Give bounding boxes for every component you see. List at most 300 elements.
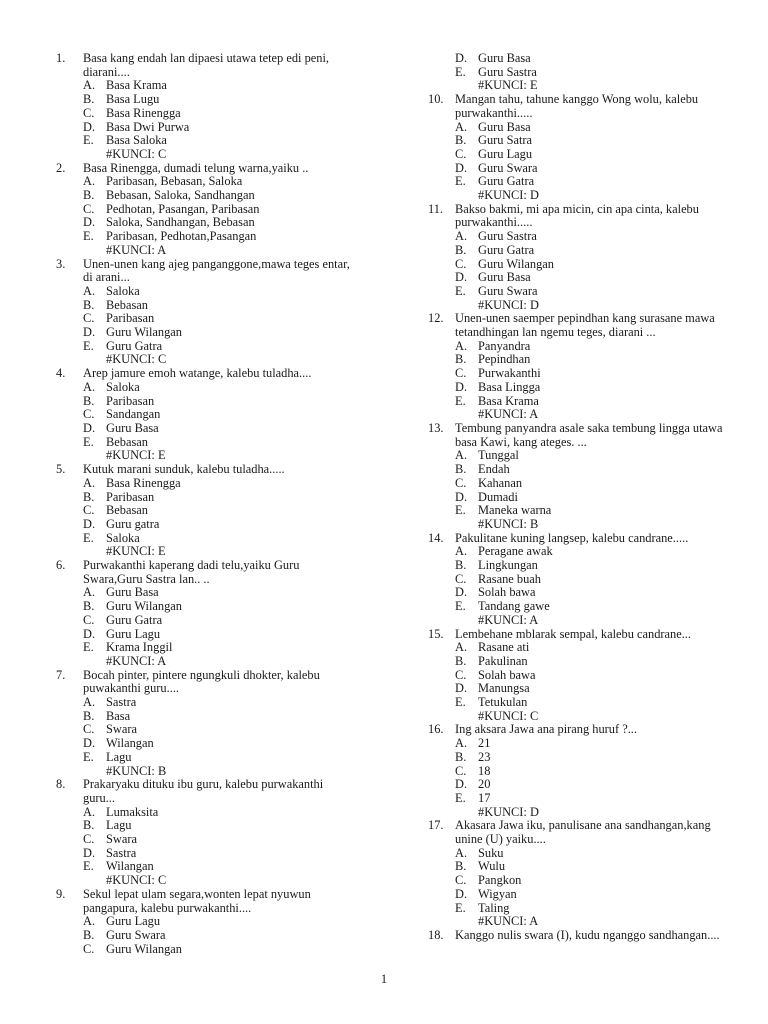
left-column: [56, 52, 356, 956]
answer-option: [428, 586, 738, 600]
answer-option: [56, 915, 356, 929]
answer-key: #KUNCI: E: [106, 544, 166, 559]
option-letter: B.: [455, 859, 467, 874]
option-letter: A.: [455, 845, 468, 860]
answer-option: [56, 819, 356, 833]
question-number: 18.: [428, 928, 444, 942]
option-letter: A.: [455, 448, 468, 463]
option-letter: A.: [83, 804, 96, 819]
option-text: Basa Lingga: [478, 379, 541, 394]
answer-option: [428, 175, 738, 189]
answer-option: [56, 326, 356, 340]
answer-option: [56, 586, 356, 600]
option-letter: A.: [455, 229, 468, 244]
option-text: Guru Wilangan: [106, 325, 183, 340]
option-text: Saloka: [106, 283, 140, 298]
answer-option: [428, 573, 738, 587]
question: [428, 628, 738, 642]
answer-option: [428, 353, 738, 367]
answer-option: [56, 929, 356, 943]
option-text: Dumadi: [478, 489, 518, 504]
option-letter: A.: [455, 736, 468, 751]
option-text: Tandang gawe: [478, 599, 550, 614]
option-letter: C.: [455, 366, 467, 381]
answer-option: [428, 162, 738, 176]
option-letter: C.: [83, 503, 95, 518]
answer-option: [428, 66, 738, 80]
option-text: Purwakanthi: [478, 366, 541, 381]
option-letter: B.: [455, 653, 467, 668]
answer-option: [56, 710, 356, 724]
answer-option: [428, 860, 738, 874]
option-text: Sandangan: [106, 407, 161, 422]
option-letter: B.: [83, 818, 95, 833]
option-text: Guru gatra: [106, 516, 160, 531]
option-letter: E.: [83, 229, 94, 244]
option-letter: E.: [83, 859, 94, 874]
option-text: Peragane awak: [478, 544, 553, 559]
option-letter: A.: [455, 119, 468, 134]
option-letter: E.: [455, 64, 466, 79]
option-letter: C.: [455, 146, 467, 161]
option-text: Krama Inggil: [106, 640, 173, 655]
option-letter: E.: [83, 133, 94, 148]
option-text: Paribasan: [106, 311, 155, 326]
question: [428, 312, 738, 339]
question-text: Unen-unen saemper pepindhan kang surasane mawa tetandhingan lan ngemu teges, diarani ...: [455, 311, 715, 340]
question-text: Lembehane mblarak sempal, kalebu candrane...: [455, 626, 692, 641]
option-text: Paribasan, Bebasan, Saloka: [106, 174, 243, 189]
option-text: Kahanan: [478, 475, 523, 490]
answer-option: [56, 504, 356, 518]
option-text: Guru Basa: [478, 51, 531, 65]
answer-option: [56, 422, 356, 436]
option-letter: A.: [83, 585, 96, 600]
option-letter: A.: [83, 78, 96, 93]
option-text: Guru Basa: [106, 420, 159, 435]
answer-option: [56, 847, 356, 861]
option-text: Bebasan: [106, 434, 148, 449]
option-letter: E.: [455, 599, 466, 614]
answer-option: [428, 367, 738, 381]
option-text: Guru Lagu: [106, 914, 161, 929]
answer-option: [56, 395, 356, 409]
answer-option: [428, 340, 738, 354]
option-letter: B.: [455, 462, 467, 477]
option-text: Saloka: [106, 530, 140, 545]
option-text: Wulu: [478, 859, 506, 874]
answer-option: [428, 258, 738, 272]
option-letter: D.: [83, 215, 96, 230]
question-number: 7.: [56, 667, 66, 682]
option-text: Pedhotan, Pasangan, Paribasan: [106, 201, 260, 216]
question-number: 10.: [428, 92, 444, 107]
question: [428, 819, 738, 846]
answer-option: [428, 641, 738, 655]
answer-option: [428, 669, 738, 683]
question-text: Ing aksara Jawa ana pirang huruf ?...: [455, 722, 637, 737]
option-text: Guru Gatra: [478, 242, 535, 257]
answer-option: [56, 79, 356, 93]
option-text: Suku: [478, 845, 504, 860]
answer-option: [56, 614, 356, 628]
option-letter: C.: [455, 667, 467, 682]
answer-option: [428, 765, 738, 779]
option-letter: A.: [83, 174, 96, 189]
option-text: Guru Wilangan: [106, 599, 183, 614]
answer-option: [56, 93, 356, 107]
answer-option: [56, 121, 356, 135]
option-letter: A.: [83, 283, 96, 298]
question-text: Unen-unen kang ajeg panganggone,mawa teges entar, di arani...: [83, 256, 350, 285]
option-letter: D.: [455, 681, 468, 696]
option-text: Swara: [106, 832, 137, 847]
question: [56, 52, 356, 79]
option-text: Rasane ati: [478, 640, 530, 655]
option-text: Guru Sastra: [478, 64, 537, 79]
answer-key: #KUNCI: E: [478, 78, 538, 93]
question-number: 3.: [56, 256, 66, 271]
option-text: Panyandra: [478, 338, 531, 353]
option-letter: D.: [455, 160, 468, 175]
option-letter: C.: [83, 941, 95, 956]
answer-option: [56, 737, 356, 751]
option-letter: E.: [455, 174, 466, 189]
option-letter: B.: [83, 708, 95, 723]
answer-option: [428, 559, 738, 573]
answer-option: [56, 203, 356, 217]
option-text: Guru Basa: [106, 585, 159, 600]
option-letter: A.: [83, 914, 96, 929]
option-text: Lagu: [106, 818, 132, 833]
answer-option: [428, 381, 738, 395]
answer-option: [56, 751, 356, 765]
option-text: Basa Rinengga: [106, 105, 181, 120]
answer-option: [428, 395, 738, 409]
option-letter: D.: [455, 51, 468, 65]
option-text: 21: [478, 736, 491, 751]
option-text: Pepindhan: [478, 352, 531, 367]
answer-option: [56, 408, 356, 422]
answer-option: [428, 449, 738, 463]
answer-key: #KUNCI: C: [478, 708, 539, 723]
answer-option: [428, 504, 738, 518]
answer-option: [56, 518, 356, 532]
right-column: [428, 52, 738, 943]
answer-option: [56, 230, 356, 244]
question-number: 11.: [428, 201, 444, 216]
answer-option: [56, 285, 356, 299]
answer-key: #KUNCI: D: [478, 188, 539, 203]
question-text: Prakaryaku dituku ibu guru, kalebu purwakanthi guru...: [83, 777, 324, 805]
question-text: Bocah pinter, pintere ngungkuli dhokter, kalebu puwakanthi guru....: [83, 667, 320, 696]
option-letter: D.: [83, 736, 96, 751]
option-letter: A.: [455, 338, 468, 353]
answer-option: [428, 463, 738, 477]
option-letter: D.: [83, 119, 96, 134]
option-letter: B.: [83, 92, 95, 107]
question-text: Arep jamure emoh watange, kalebu tuladha....: [83, 366, 312, 381]
option-text: Guru Wilangan: [478, 256, 555, 271]
question-number: 6.: [56, 558, 66, 573]
answer-option: [56, 833, 356, 847]
question-text: Akasara Jawa iku, panulisane ana sandhangan,kang unine (U) yaiku....: [455, 818, 711, 847]
question-text: Sekul lepat ulam segara,wonten lepat nyuwun pangapura, kalebu purwakanthi....: [83, 886, 311, 915]
answer-option: [56, 436, 356, 450]
answer-option: [428, 285, 738, 299]
option-letter: C.: [83, 311, 95, 326]
answer-option: [56, 532, 356, 546]
option-text: Sastra: [106, 845, 137, 860]
option-letter: D.: [455, 777, 468, 792]
option-text: Guru Gatra: [478, 174, 535, 189]
question-number: 12.: [428, 311, 444, 326]
option-letter: D.: [83, 845, 96, 860]
option-text: Guru Swara: [478, 283, 538, 298]
question: [56, 463, 356, 477]
option-text: Basa Krama: [478, 393, 539, 408]
answer-key: #KUNCI: C: [106, 352, 167, 367]
option-letter: B.: [83, 928, 95, 942]
option-letter: D.: [455, 270, 468, 285]
option-letter: C.: [455, 571, 467, 586]
option-text: Guru Swara: [478, 160, 538, 175]
answer-key: #KUNCI: D: [478, 297, 539, 312]
answer-option: [56, 175, 356, 189]
page-number: 1: [380, 972, 388, 986]
option-letter: C.: [455, 256, 467, 271]
option-text: Paribasan: [106, 489, 155, 504]
option-text: Guru Lagu: [478, 146, 533, 161]
question: [56, 669, 356, 696]
answer-key: #KUNCI: B: [106, 763, 167, 778]
question-number: 17.: [428, 818, 444, 833]
option-text: 18: [478, 763, 491, 778]
option-text: Basa Lugu: [106, 92, 160, 107]
option-letter: B.: [455, 352, 467, 367]
option-text: Bebasan: [106, 503, 148, 518]
answer-option: [56, 600, 356, 614]
option-letter: C.: [83, 832, 95, 847]
option-letter: D.: [83, 626, 96, 641]
answer-option: [428, 655, 738, 669]
answer-option: [56, 340, 356, 354]
answer-option: [428, 477, 738, 491]
option-letter: E.: [83, 338, 94, 353]
option-letter: E.: [83, 434, 94, 449]
option-letter: C.: [83, 105, 95, 120]
option-text: Paribasan: [106, 393, 155, 408]
option-text: Guru Basa: [478, 270, 531, 285]
option-text: 20: [478, 777, 491, 792]
question-text: Mangan tahu, tahune kanggo Wong wolu, kalebu purwakanthi.....: [455, 92, 699, 120]
answer-option: [428, 778, 738, 792]
option-letter: E.: [455, 900, 466, 915]
option-text: Wilangan: [106, 736, 154, 751]
question-text: Bakso bakmi, mi apa micin, cin apa cinta, kalebu purwakanthi.....: [455, 201, 699, 230]
answer-option: [428, 874, 738, 888]
option-letter: E.: [455, 503, 466, 518]
question: [428, 532, 738, 546]
answer-key: #KUNCI: D: [478, 804, 539, 819]
answer-option: [56, 299, 356, 313]
answer-option: [428, 121, 738, 135]
option-text: Guru Lagu: [106, 626, 161, 641]
option-text: Guru Basa: [478, 119, 531, 134]
option-letter: A.: [83, 379, 96, 394]
option-text: Rasane buah: [478, 571, 541, 586]
answer-option: [56, 381, 356, 395]
answer-option: [56, 628, 356, 642]
question: [56, 888, 356, 915]
question-text: Basa Rinengga, dumadi telung warna,yaiku ..: [83, 160, 309, 175]
question: [428, 723, 738, 737]
answer-option: [56, 134, 356, 148]
question-number: 8.: [56, 777, 66, 792]
answer-option: [428, 52, 738, 66]
option-text: Solah bawa: [478, 667, 536, 682]
answer-option: [428, 847, 738, 861]
answer-option: [56, 806, 356, 820]
option-text: Guru Satra: [478, 133, 533, 148]
option-text: Maneka warna: [478, 503, 552, 518]
option-text: Paribasan, Pedhotan,Pasangan: [106, 229, 257, 244]
answer-option: [56, 312, 356, 326]
question: [56, 778, 356, 805]
answer-option: [428, 902, 738, 916]
option-text: Wilangan: [106, 859, 154, 874]
option-text: Pangkon: [478, 873, 522, 888]
answer-option: [428, 545, 738, 559]
option-text: 23: [478, 749, 491, 764]
question: [56, 367, 356, 381]
option-text: Basa Krama: [106, 78, 167, 93]
option-text: Saloka, Sandhangan, Bebasan: [106, 215, 255, 230]
option-letter: D.: [83, 420, 96, 435]
question-text: Basa kang endah lan dipaesi utawa tetep edi peni, diarani....: [83, 51, 330, 79]
answer-option: [56, 723, 356, 737]
question-number: 14.: [428, 530, 444, 545]
option-letter: E.: [455, 283, 466, 298]
option-text: Basa Rinengga: [106, 475, 181, 490]
option-letter: B.: [83, 489, 95, 504]
answer-option: [56, 641, 356, 655]
answer-option: [56, 860, 356, 874]
option-letter: C.: [455, 873, 467, 888]
option-letter: C.: [455, 475, 467, 490]
question-number: 2.: [56, 160, 66, 175]
option-letter: B.: [83, 599, 95, 614]
option-letter: A.: [455, 640, 468, 655]
option-text: Lingkungan: [478, 558, 538, 573]
option-letter: A.: [83, 475, 96, 490]
answer-option: [56, 696, 356, 710]
option-text: Manungsa: [478, 681, 530, 696]
question: [428, 929, 738, 943]
question-number: 15.: [428, 626, 444, 641]
option-text: Wigyan: [478, 886, 517, 901]
option-text: Swara: [106, 722, 137, 737]
option-text: Basa Saloka: [106, 133, 167, 148]
answer-option: [56, 216, 356, 230]
option-letter: B.: [83, 393, 95, 408]
question: [56, 258, 356, 285]
option-text: Saloka: [106, 379, 140, 394]
option-letter: B.: [455, 749, 467, 764]
option-letter: E.: [83, 530, 94, 545]
option-letter: B.: [455, 242, 467, 257]
answer-option: [56, 107, 356, 121]
option-letter: B.: [83, 297, 95, 312]
answer-option: [56, 943, 356, 957]
answer-option: [428, 491, 738, 505]
option-letter: A.: [455, 544, 468, 559]
option-letter: D.: [83, 325, 96, 340]
answer-option: [56, 491, 356, 505]
option-text: Guru Gatra: [106, 338, 163, 353]
answer-key: #KUNCI: A: [106, 242, 167, 257]
question-number: 4.: [56, 366, 66, 381]
option-letter: E.: [455, 393, 466, 408]
option-text: Guru Wilangan: [106, 941, 183, 956]
answer-key: #KUNCI: C: [106, 873, 167, 888]
option-text: Sastra: [106, 695, 137, 710]
answer-option: [428, 888, 738, 902]
question-text: Purwakanthi kaperang dadi telu,yaiku Guru Swara,Guru Sastra lan.. ..: [83, 558, 300, 586]
answer-option: [428, 696, 738, 710]
option-text: Endah: [478, 462, 510, 477]
option-letter: D.: [455, 379, 468, 394]
option-text: Lagu: [106, 749, 132, 764]
option-letter: C.: [83, 612, 95, 627]
option-text: Pakulinan: [478, 653, 528, 668]
option-text: Tunggal: [478, 448, 519, 463]
option-letter: E.: [455, 695, 466, 710]
answer-key: #KUNCI: A: [106, 653, 167, 668]
option-letter: E.: [455, 790, 466, 805]
question-number: 1.: [56, 51, 66, 65]
question: [428, 203, 738, 230]
option-letter: D.: [455, 585, 468, 600]
question-number: 16.: [428, 722, 444, 737]
option-text: 17: [478, 790, 491, 805]
question: [428, 422, 738, 449]
question-text: Kutuk marani sunduk, kalebu tuladha.....: [83, 462, 285, 477]
answer-option: [56, 189, 356, 203]
question-number: 13.: [428, 420, 444, 435]
option-letter: D.: [455, 886, 468, 901]
question-text: Kanggo nulis swara (I), kudu nganggo sandhangan....: [455, 928, 720, 942]
question: [56, 162, 356, 176]
answer-option: [428, 230, 738, 244]
answer-key: #KUNCI: A: [478, 612, 539, 627]
option-letter: B.: [455, 558, 467, 573]
answer-key: #KUNCI: A: [478, 914, 539, 929]
option-letter: B.: [455, 133, 467, 148]
answer-option: [428, 751, 738, 765]
answer-option: [428, 134, 738, 148]
answer-key: #KUNCI: A: [478, 407, 539, 422]
option-text: Bebasan: [106, 297, 148, 312]
option-letter: C.: [83, 201, 95, 216]
option-letter: C.: [83, 722, 95, 737]
answer-option: [428, 737, 738, 751]
option-text: Guru Swara: [106, 928, 166, 942]
option-text: Basa: [106, 708, 131, 723]
option-letter: C.: [83, 407, 95, 422]
question-number: 9.: [56, 886, 66, 901]
option-letter: D.: [455, 489, 468, 504]
